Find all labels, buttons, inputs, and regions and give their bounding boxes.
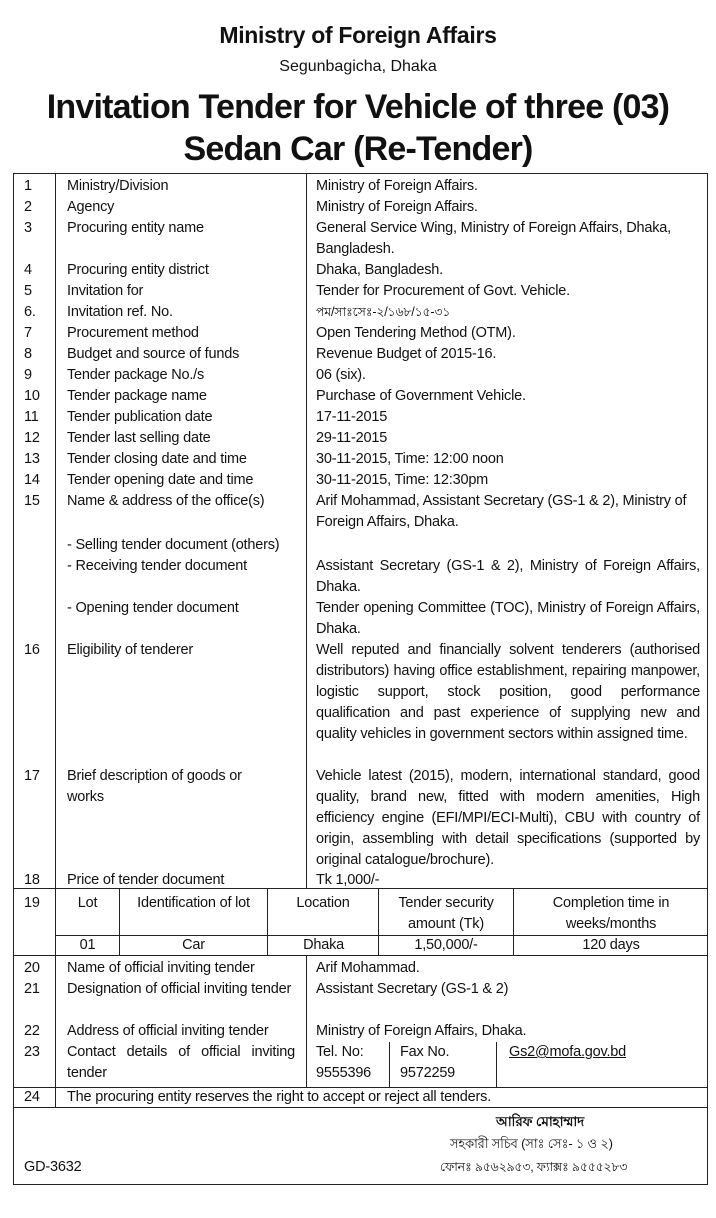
row-label: Invitation for [67,283,144,299]
sub-label-selling: - Selling tender document (others) [67,537,280,553]
row-value: Tk 1,000/- [316,872,380,888]
contact-divider-2 [496,1042,497,1087]
row-label: Name of official inviting tender [67,960,255,976]
row-value: Arif Mohammad. [316,960,420,976]
signatory-designation: সহকারী সচিব (সাঃ সেঃ- ১ ও ২) [450,1136,613,1151]
lot-header-lot: Lot [77,895,98,911]
row-number: 1 [24,178,32,194]
lot-header-security: Tender security amount (Tk) [398,895,494,932]
row-value: General Service Wing, Ministry of Foreign Affairs, Dhaka, Bangladesh. [316,220,672,257]
row-number: 20 [24,960,40,976]
row-value: Arif Mohammad, Assistant Secretary (GS-1 & 2), Ministry of Foreign Affairs, Dhaka. [316,493,687,530]
col-divider-label-lower [306,955,307,1087]
row-value: 29-11-2015 [316,430,388,446]
lot-cell-location: Dhaka [303,937,344,953]
row-label: Procuring entity name [67,220,204,236]
col-divider-number-lower [55,955,56,1087]
row-number: 19 [24,895,40,911]
row-label: Address of official inviting tender [67,1023,269,1039]
row-label: Tender last selling date [67,430,211,446]
row-label: Eligibility of tenderer [67,642,193,658]
row-number: 24 [24,1089,40,1105]
row-value: Assistant Secretary (GS-1 & 2) [316,981,509,997]
row-number: 15 [24,493,40,509]
row-value: Ministry of Foreign Affairs. [316,178,478,194]
row-label: Budget and source of funds [67,346,240,362]
row-label: Brief description of goods or works [67,768,242,805]
sub-value-opening: Tender opening Committee (TOC), Ministry of Foreign Affairs, Dhaka. [316,600,700,637]
reservation-notice: The procuring entity reserves the right to accept or reject all tenders. [67,1089,492,1105]
contact-divider-1 [389,1042,390,1087]
row-label: Agency [67,199,115,215]
tel-label: Tel. No: [316,1044,364,1060]
row-number: 14 [24,472,40,488]
row-number: 4 [24,262,32,278]
row-label: Tender package No./s [67,367,205,383]
row-number: 17 [24,768,40,784]
email-link[interactable]: Gs2@mofa.gov.bd [509,1044,627,1060]
col-divider-label [306,174,307,888]
row-value: Dhaka, Bangladesh. [316,262,443,278]
row-value: Tender for Procurement of Govt. Vehicle. [316,283,570,299]
row-value: Revenue Budget of 2015-16. [316,346,497,362]
row-label: Designation of official inviting tender [67,981,292,997]
row-label: Ministry/Division [67,178,169,194]
lot-header-identification: Identification of lot [137,895,250,911]
row-label: Tender publication date [67,409,213,425]
row-number: 18 [24,872,40,888]
row-number: 10 [24,388,40,404]
lot-cell-security: 1,50,000/- [414,937,478,953]
row-number: 8 [24,346,32,362]
row-value: 17-11-2015 [316,409,388,425]
row-number: 7 [24,325,32,341]
row-number: 2 [24,199,32,215]
row-label: Tender opening date and time [67,472,254,488]
row-number: 12 [24,430,40,446]
row-number: 9 [24,367,32,383]
row-value: 30-11-2015, Time: 12:30pm [316,472,489,488]
lot-cell-identification: Car [182,937,205,953]
row-value: Open Tendering Method (OTM). [316,325,516,341]
signatory-name: আরিফ মোহাম্মাদ [496,1114,584,1129]
tender-title-line2: Sedan Car (Re-Tender) [183,130,533,168]
row-number: 5 [24,283,32,299]
ministry-heading: Ministry of Foreign Affairs [219,22,497,48]
tender-title-line1: Invitation Tender for Vehicle of three (03) [46,88,670,126]
row-label: Tender closing date and time [67,451,247,467]
lot-header-location: Location [296,895,350,911]
row-label: Invitation ref. No. [67,304,173,320]
row-value: Ministry of Foreign Affairs. [316,199,478,215]
row-number: 13 [24,451,40,467]
lot-cell-completion: 120 days [582,937,640,953]
goods-description-text: Vehicle latest (2015), modern, international standard, good quality, brand new, fitted with modern amenities, High efficiency engine (EFI/MPI/ECI-Multi), CBU with country of origin, assembling with detail specifications (supported by original catalogue/brochure). [316,768,700,868]
fax-label: Fax No. [400,1044,450,1060]
row-number: 6. [24,304,36,320]
row-label: Procuring entity district [67,262,209,278]
signatory-contact: ফোনঃ ৯৫৬২৯৫৩, ফ্যাক্সঃ ৯৫৫৫২৮৩ [440,1160,628,1174]
col-divider-number [55,174,56,888]
ministry-location: Segunbagicha, Dhaka [279,58,437,75]
tel-number: 9555396 [316,1065,372,1081]
row-value: Ministry of Foreign Affairs, Dhaka. [316,1023,527,1039]
lot-cell-lot: 01 [79,937,96,953]
row-number: 11 [24,409,39,425]
row-number: 3 [24,220,32,236]
row-label: Price of tender document [67,872,225,888]
row-value: 06 (six). [316,367,366,383]
sub-label-receiving: - Receiving tender document [67,558,247,574]
advertisement-code: GD-3632 [24,1159,82,1175]
row-label: Contact details of official inviting tender [67,1044,295,1081]
row-label: Name & address of the office(s) [67,493,265,509]
row-number: 16 [24,642,40,658]
col-divider-24 [55,1087,56,1107]
sub-value-receiving: Assistant Secretary (GS-1 & 2), Ministry of Foreign Affairs, Dhaka. [316,558,700,595]
row-value: Purchase of Government Vehicle. [316,388,526,404]
row-value: 30-11-2015, Time: 12:00 noon [316,451,504,467]
row-value-reference: পম/সাঃসেঃ-২/১৬৮/১৫-৩১ [316,305,451,319]
eligibility-text: Well reputed and financially solvent tenderers (authorised distributors) having office establishment, repairing manpower, logistic support, stock position, good performance qualification and past experience of supplying new and quality vehicles in government sectors within assigned time. [316,642,700,742]
fax-number: 9572259 [400,1065,456,1081]
row-number: 22 [24,1023,40,1039]
row-number: 23 [24,1044,40,1060]
row-label: Procurement method [67,325,199,341]
lot-header-completion: Completion time in weeks/months [552,895,670,932]
row-label: Tender package name [67,388,207,404]
sub-label-opening: - Opening tender document [67,600,239,616]
row-number: 21 [24,981,40,997]
